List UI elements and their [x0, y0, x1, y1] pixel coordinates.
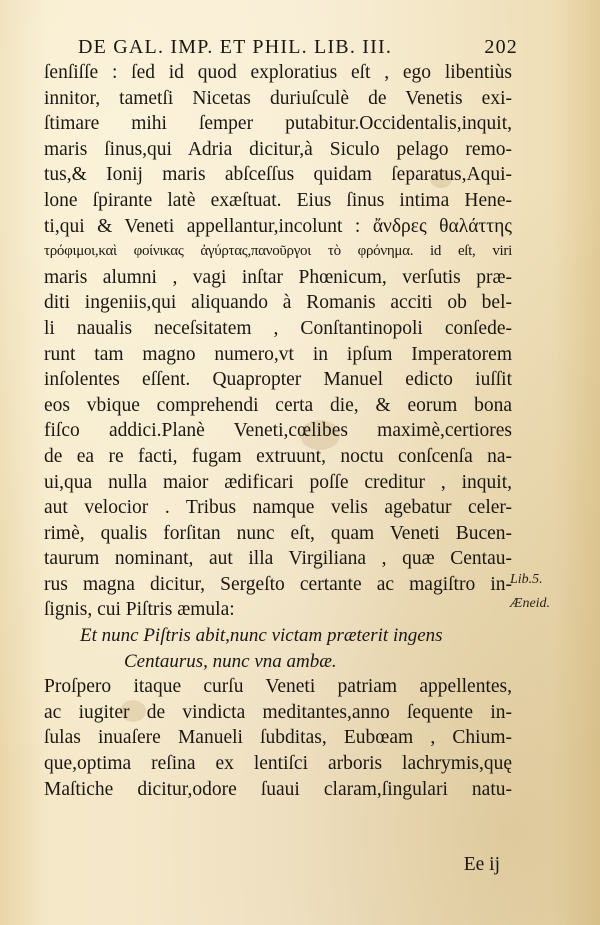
text-line: Maſtiche dicitur,odore ſuaui claram,ſingulari natu-	[44, 778, 512, 800]
text-line: diti ingeniis,qui aliquando à Romanis acciti ob bel-	[44, 292, 512, 314]
text-line: de ea re facti, fugam extruunt, noctu conſcenſa na-	[44, 445, 512, 467]
text-line: tus,& Ionij maris abſceſſus quidam ſeparatus,Aqui-	[44, 164, 512, 186]
text-line: maris alumni , vagi inſtar Phœnicum, verſutis præ-	[44, 266, 512, 288]
text-line: maris ſinus,qui Adria dicitur,à Siculo pelago remo-	[44, 138, 512, 160]
margin-note: Lib.5.	[510, 572, 543, 587]
text-line: innitor, tametſi Nicetas duriuſculè de Venetis exi-	[44, 87, 512, 109]
text-line: Proſpero itaque curſu Veneti patriam appellentes,	[44, 676, 512, 698]
text-line: li naualis neceſsitatem , Conſtantinopoli conſede-	[44, 317, 512, 339]
catchword: Ee ij	[463, 854, 500, 875]
greek-text-line: τρόφιμοι,καὶ φοίνικας ἀγύρτας,πανοῦργοι τὸ φρόνημα. id eſt, viri	[44, 243, 512, 260]
text-line: ſignis, cui Piſtris æmula:	[44, 599, 235, 621]
text-line: runt tam magno numero,vt in ipſum Imperatorem	[44, 343, 512, 365]
folio-number: 202	[484, 36, 518, 58]
text-line: eos vbique comprehendi certa die, & eorum bona	[44, 394, 512, 416]
text-line: aut velocior . Tribus namque velis agebatur celer-	[44, 497, 512, 519]
text-line: rimè, qualis forſitan nunc eſt, quam Veneti Bucen-	[44, 522, 512, 544]
running-head-title: DE GAL. IMP. ET PHIL. LIB. III.	[78, 36, 393, 58]
text-line: rus magna dicitur, Sergeſto certante ac magiſtro in-	[44, 573, 512, 595]
text-line: ſulas inuaſere Manueli ſubditas, Eubœam , Chium-	[44, 727, 512, 749]
verse-line: Et nunc Piſtris abit,nunc victam præterit ingens	[80, 625, 443, 647]
text-line: ui,qua nulla maior ædificari poſſe creditur , inquit,	[44, 471, 512, 493]
text-line: fiſco addici.Planè Veneti,cœlibes maximè,certiores	[44, 420, 512, 442]
text-line: ſenſiſſe : ſed id quod exploratius eſt , ego libentiùs	[44, 62, 512, 83]
text-line: lone ſpirante latè exæſtuat. Eius ſinus intima Hene-	[44, 189, 512, 211]
margin-note: Æneid.	[510, 596, 551, 611]
text-line: inſolentes eſſent. Quapropter Manuel edicto iuſſit	[44, 369, 512, 391]
text-line: ſtimare mihi ſemper putabitur.Occidentalis,inquit,	[44, 113, 512, 135]
text-line: que,optima reſina ex lentiſci arboris lachrymis,quę	[44, 753, 512, 775]
text-line: taurum nominant, aut illa Virgiliana , quæ Centau-	[44, 548, 512, 570]
text-line: ac iugiter de vindicta meditantes,anno ſequente in-	[44, 701, 512, 723]
body-text	[44, 60, 512, 802]
verse-line: Centaurus, nunc vna ambæ.	[124, 650, 337, 672]
text-line: ti,qui & Veneti appellantur,incolunt : ἄνδρες θαλάττης	[44, 215, 512, 237]
